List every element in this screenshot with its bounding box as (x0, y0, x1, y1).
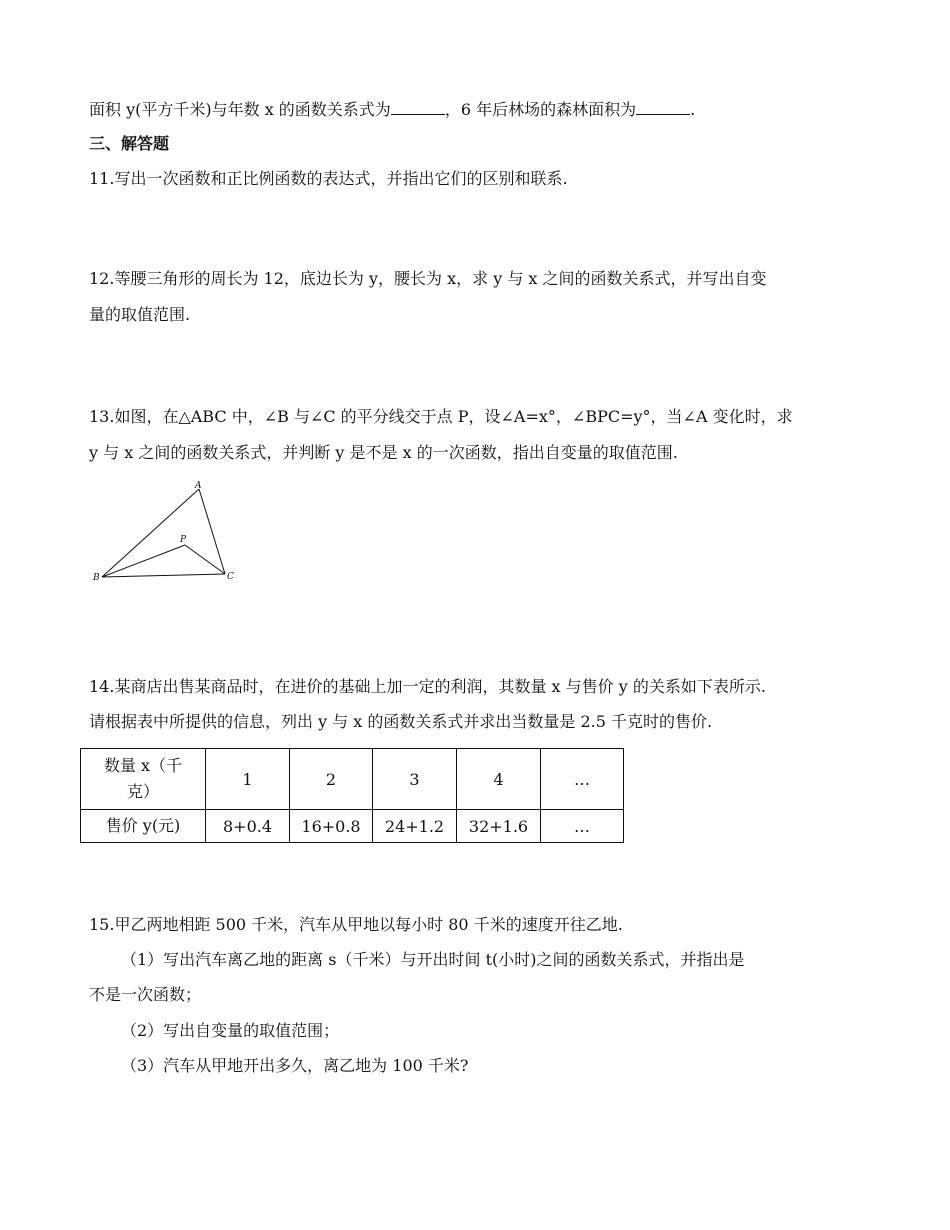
table-cell: 1 (206, 749, 290, 810)
question-15-part1: （1）写出汽车离乙地的距离 s（千米）与开出时间 t(小时)之间的函数关系式，并指出是 (121, 950, 745, 969)
table-cell: 24+1.2 (373, 810, 457, 843)
q10-text-a: 面积 y(平方千米)与年数 x 的函数关系式为 (89, 100, 391, 119)
table-cell: 3 (373, 749, 457, 810)
side-ac (199, 489, 225, 574)
table-cell: 4 (457, 749, 541, 810)
question-14-line1: 14.某商店出售某商品时，在进价的基础上加一定的利润，其数量 x 与售价 y 的关系如下表所示. (89, 677, 766, 696)
question-15-part2: （2）写出自变量的取值范围； (121, 1021, 340, 1040)
section-heading: 三、解答题 (89, 134, 170, 153)
table-cell: 8+0.4 (206, 810, 290, 843)
table-cell: … (541, 749, 624, 810)
q10-text-b: ，6 年后林场的森林面积为 (444, 100, 637, 119)
table-cell: 32+1.6 (457, 810, 541, 843)
question-15-part1-cont: 不是一次函数； (89, 985, 202, 1004)
table-cell: … (541, 810, 624, 843)
segment-cp (185, 545, 225, 574)
label-b: B (93, 573, 100, 583)
side-ab (102, 489, 199, 577)
answer-blank-2 (636, 100, 690, 115)
table-row (81, 749, 624, 810)
label-a: A (195, 481, 202, 491)
question-12-line1: 12.等腰三角形的周长为 12，底边长为 y，腰长为 x，求 y 与 x 之间的函数关系式，并写出自变 (89, 269, 767, 288)
question-14-line2: 请根据表中所提供的信息，列出 y 与 x 的函数关系式并求出当数量是 2.5 千克时的售价. (89, 712, 713, 731)
table-cell: 16+0.8 (290, 810, 373, 843)
segment-bp (102, 545, 185, 577)
q10-text-c: . (690, 100, 696, 119)
question-11: 11.写出一次函数和正比例函数的表达式，并指出它们的区别和联系. (89, 169, 568, 188)
question-13-line1: 13.如图，在△ABC 中，∠B 与∠C 的平分线交于点 P，设∠A=x°，∠BPC=y°，当∠A 变化时，求 (89, 407, 793, 426)
q10-continuation (89, 99, 695, 121)
question-12-line2: 量的取值范围. (89, 305, 191, 324)
table-row (81, 810, 624, 843)
question-13-line2: y 与 x 之间的函数关系式，并判断 y 是不是 x 的一次函数，指出自变量的取值范围. (89, 443, 678, 462)
question-15-part3: （3）汽车从甲地开出多久，离乙地为 100 千米? (121, 1056, 469, 1075)
question-15-line1: 15.甲乙两地相距 500 千米，汽车从甲地以每小时 80 千米的速度开往乙地. (89, 915, 623, 934)
table-header-price: 售价 y(元) (81, 810, 206, 843)
triangle-figure (85, 478, 255, 590)
table-cell: 2 (290, 749, 373, 810)
label-c: C (227, 572, 234, 582)
side-bc (102, 574, 225, 577)
answer-blank-1 (391, 100, 445, 115)
table-header-quantity: 数量 x（千 克） (81, 749, 206, 810)
price-table (80, 748, 624, 843)
label-p: P (180, 535, 187, 545)
